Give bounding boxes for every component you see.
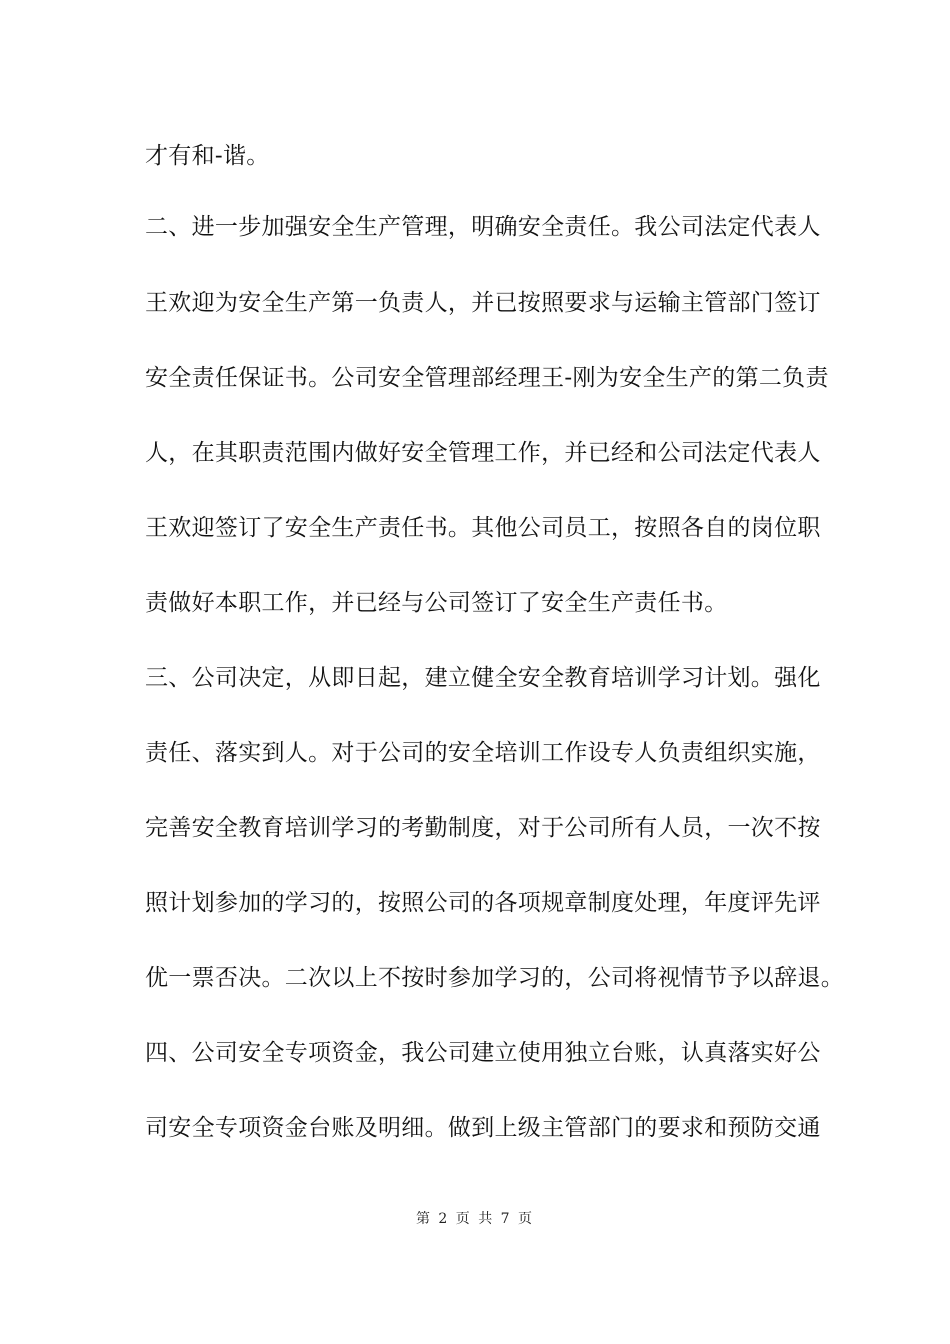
footer-total-prefix: 共 xyxy=(478,1211,495,1227)
paragraph-line: 完善安全教育培训学习的考勤制度，对于公司所有人员，一次不按 xyxy=(145,815,821,841)
paragraph-line: 优一票否决。二次以上不按时参加学习的，公司将视情节予以辞退。 xyxy=(145,965,844,991)
footer-suffix: 页 xyxy=(518,1211,535,1227)
page-number-footer xyxy=(0,1208,950,1228)
paragraph-line: 才有和-谐。 xyxy=(145,143,270,169)
footer-prefix: 第 xyxy=(415,1211,432,1227)
paragraph-line: 人，在其职责范围内做好安全管理工作，并已经和公司法定代表人 xyxy=(145,440,821,466)
paragraph-line: 王欢迎签订了安全生产责任书。其他公司员工，按照各自的岗位职 xyxy=(145,515,821,541)
footer-page-label: 页 xyxy=(455,1211,472,1227)
paragraph-line: 照计划参加的学习的，按照公司的各项规章制度处理，年度评先评 xyxy=(145,890,821,916)
paragraph-line: 司安全专项资金台账及明细。做到上级主管部门的要求和预防交通 xyxy=(145,1115,821,1141)
paragraph-line: 二、进一步加强安全生产管理，明确安全责任。我公司法定代表人 xyxy=(145,214,821,240)
paragraph-line: 四、公司安全专项资金，我公司建立使用独立台账，认真落实好公 xyxy=(145,1040,821,1066)
paragraph-line: 王欢迎为安全生产第一负责人，并已按照要求与运输主管部门签订 xyxy=(145,290,821,316)
footer-current-page: 2 xyxy=(438,1211,450,1227)
paragraph-line: 责任、落实到人。对于公司的安全培训工作设专人负责组织实施， xyxy=(145,740,821,766)
paragraph-line: 责做好本职工作，并已经与公司签订了安全生产责任书。 xyxy=(145,590,728,616)
paragraph-line: 安全责任保证书。公司安全管理部经理王-刚为安全生产的第二负责 xyxy=(145,365,829,391)
paragraph-line: 三、公司决定，从即日起，建立健全安全教育培训学习计划。强化 xyxy=(145,665,821,691)
footer-total-pages: 7 xyxy=(500,1211,512,1227)
